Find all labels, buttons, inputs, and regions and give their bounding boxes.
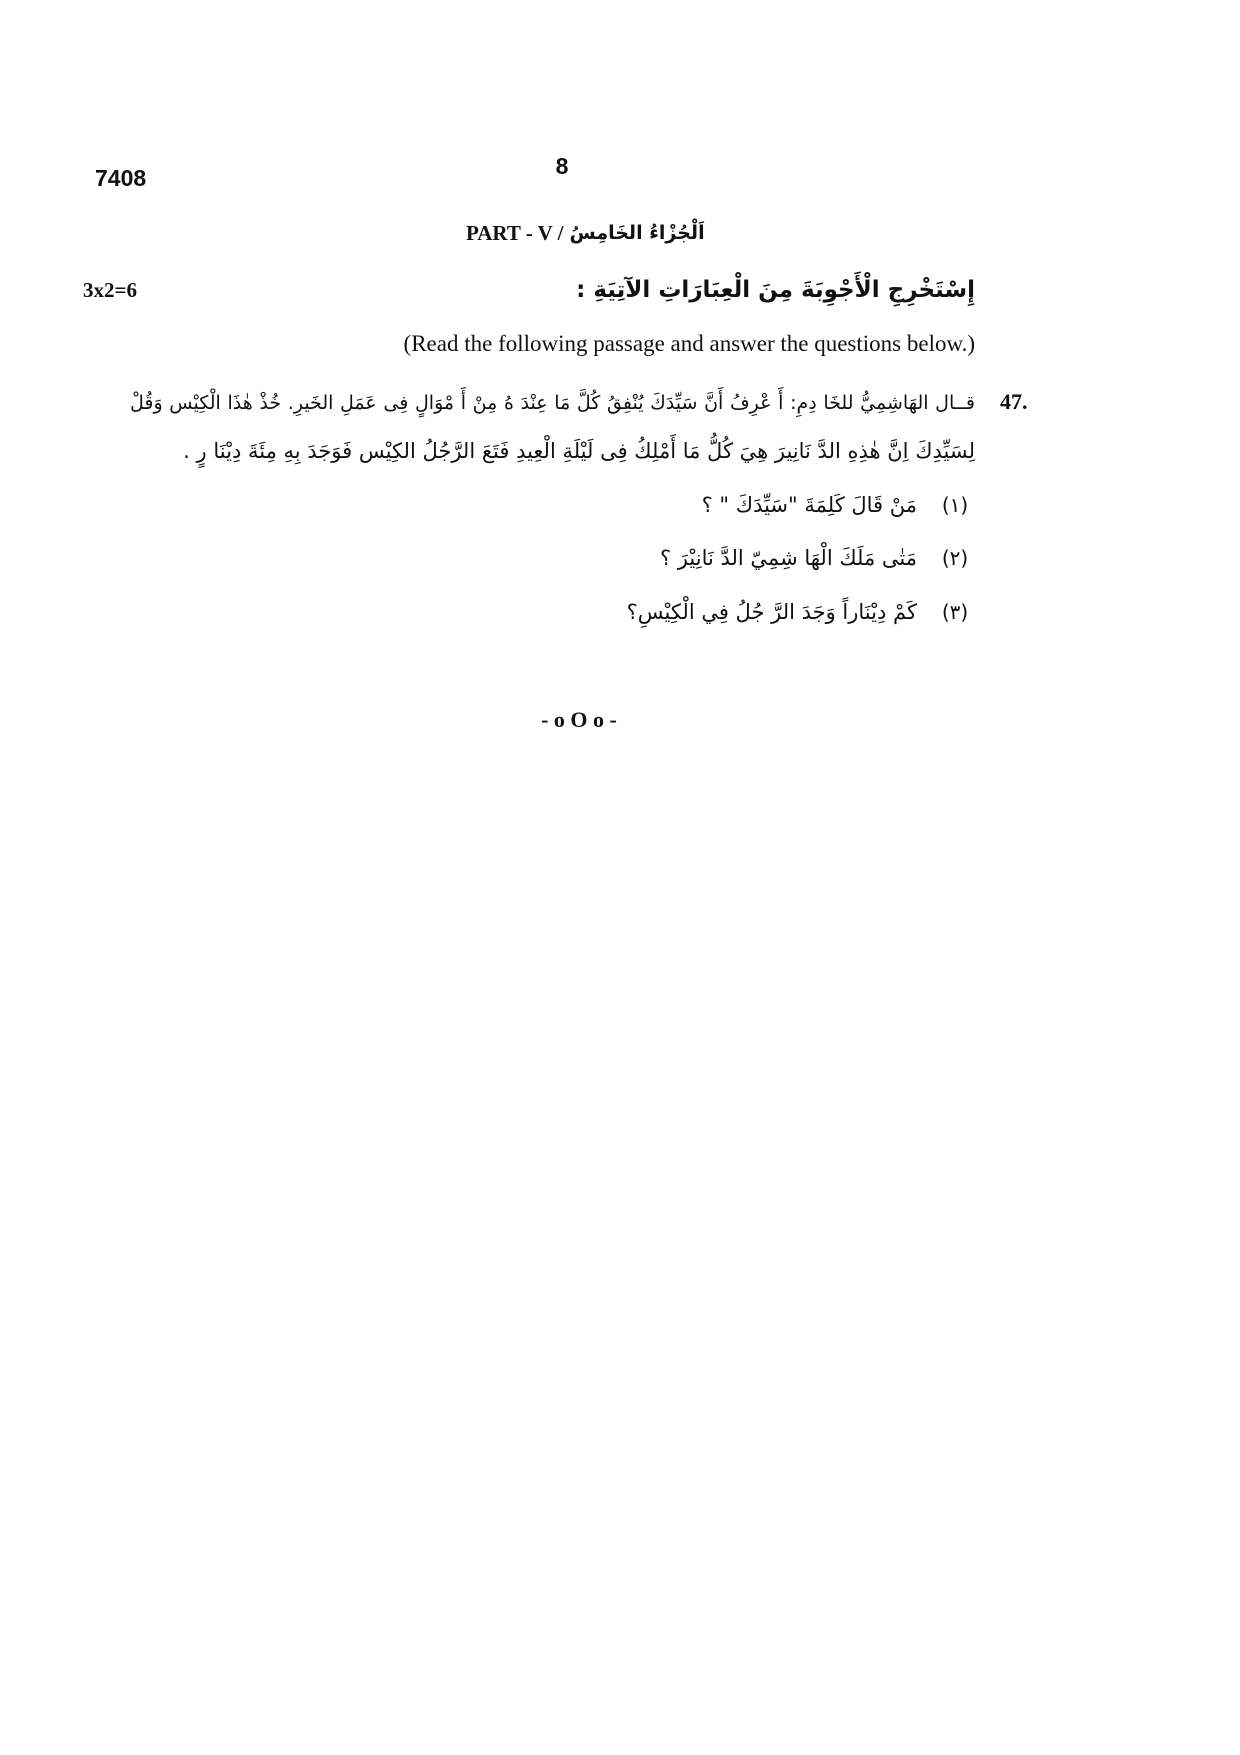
passage-line: لِسَيِّدِكَ اِنَّ هٰذِهِ الدَّ نَانِيرَ هِيَ كُلُّ مَا أَمْلِكُ فِى لَيْلَةِ الْعِيدِ فَتَعَ الرَّجُلُ الكِيْس فَوَجَدَ بِهِ مِئَةَ دِيْنَا رٍ . xyxy=(183,439,975,463)
sub-question-number: (٣) xyxy=(941,600,969,624)
passage-line: قــال الهَاشِمِيُّ للخَا دِمِ: أَ عْرِفُ أَنَّ سَيِّدَكَ يُنْفِقُ كُلَّ مَا عِنْدَ هُ مِنْ أَ مْوَالٍ فِى عَمَلِ الخَيرِ. خُذْ هٰذَا الْكِيْس وَقُلْ xyxy=(130,392,975,414)
marks-allotment: 3x2=6 xyxy=(83,278,137,302)
part-label-arabic: اَلْجُزْاءُ الخَامِسُ xyxy=(569,222,705,244)
end-of-paper-mark: - o O o - xyxy=(541,707,617,732)
sub-question-text: كَمْ دِيْنَاراً وَجَدَ الرَّ جُلُ فِي الْكِيْسِ؟ xyxy=(626,600,917,624)
question-number: 47. xyxy=(1000,389,1028,414)
paper-code: 7408 xyxy=(95,165,147,191)
part-label-english: PART - V / xyxy=(466,221,564,245)
sub-question-number: (٢) xyxy=(941,546,969,570)
instruction-english: (Read the following passage and answer the questions below.) xyxy=(403,331,975,356)
sub-question-text: مَتٰى مَلَكَ الْهَا شِمِيّ الدَّ نَانِيْرَ ؟ xyxy=(659,546,917,570)
sub-question-text: مَنْ قَالَ كَلِمَةَ "سَيِّدَكَ " ؟ xyxy=(701,493,917,517)
sub-question xyxy=(455,592,975,632)
part-heading xyxy=(466,219,705,247)
sub-question xyxy=(455,538,975,578)
instruction-arabic: إِسْتَخْرِجِ الْأَجْوِبَةَ مِنَ الْعِبَارَاتِ الآتِيَةِ : xyxy=(576,277,975,303)
sub-question xyxy=(455,485,975,525)
page-number: 8 xyxy=(555,153,569,179)
sub-question-number: (١) xyxy=(941,493,969,517)
